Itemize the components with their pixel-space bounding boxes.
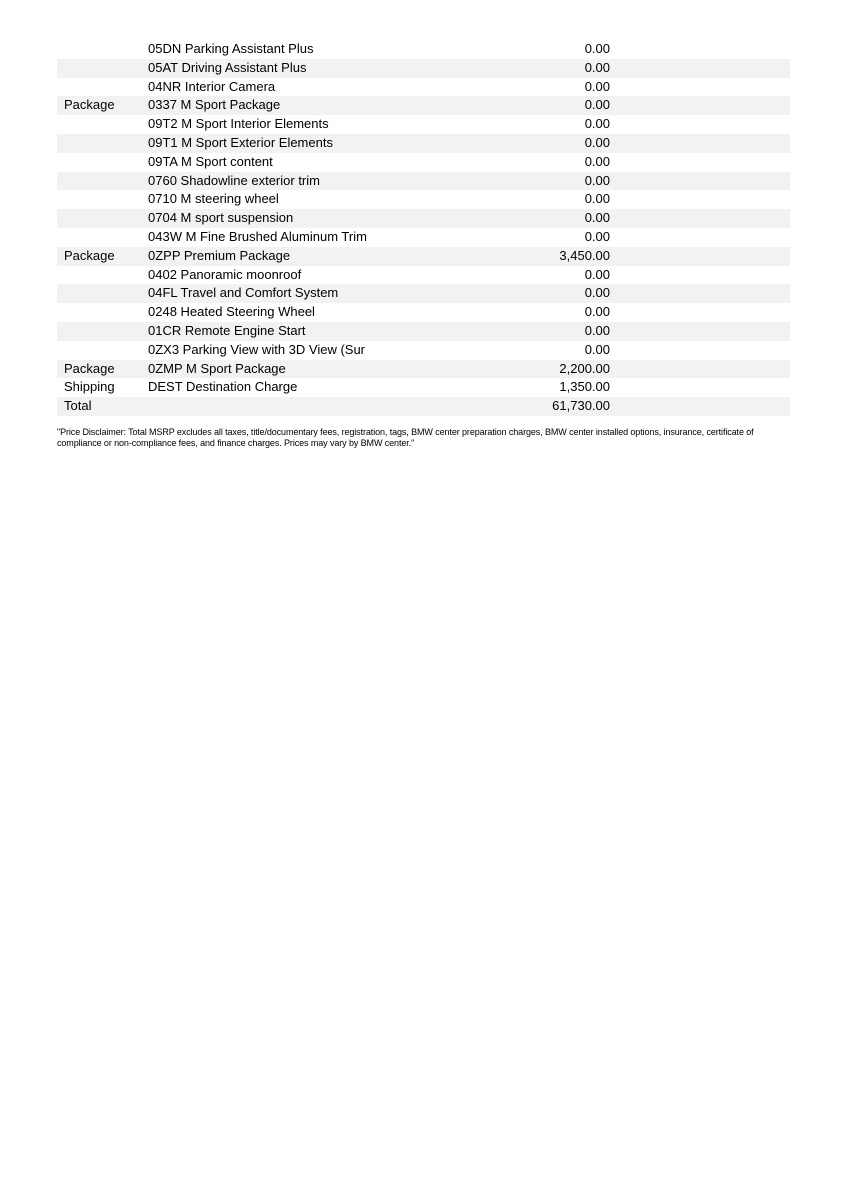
cell-item: 09TA M Sport content bbox=[148, 153, 273, 169]
cell-spacer bbox=[610, 209, 790, 228]
table-row bbox=[57, 134, 790, 153]
price-disclaimer: "Price Disclaimer: Total MSRP excludes all taxes, title/documentary fees, registration, tags, BMW center preparation charges, BMW center installed options, insurance, certificate of compliance or non-compliance fees, and finance charges. Prices may vary by BMW center." bbox=[57, 427, 754, 448]
table-row bbox=[57, 153, 790, 172]
table-row bbox=[57, 284, 790, 303]
cell-category bbox=[57, 190, 148, 209]
table-row bbox=[57, 96, 790, 115]
cell-item: 0704 M sport suspension bbox=[148, 210, 294, 226]
cell-item: 0760 Shadowline exterior trim bbox=[148, 172, 320, 188]
cell-category bbox=[57, 172, 148, 191]
cell-spacer bbox=[610, 360, 790, 379]
cell-spacer bbox=[610, 341, 790, 360]
table-row bbox=[57, 341, 790, 360]
table-row bbox=[57, 59, 790, 78]
cell-item: 0ZMP M Sport Package bbox=[148, 360, 286, 376]
cell-item: 043W M Fine Brushed Aluminum Trim bbox=[148, 228, 367, 244]
cell-item: 05DN Parking Assistant Plus bbox=[148, 41, 314, 56]
cell-spacer bbox=[610, 247, 790, 266]
cell-spacer bbox=[610, 303, 790, 322]
cell-price: 0.00 bbox=[584, 41, 610, 56]
cell-spacer bbox=[610, 96, 790, 115]
cell-price: 0.00 bbox=[584, 153, 610, 169]
cell-price: 0.00 bbox=[584, 78, 610, 94]
cell-category bbox=[57, 284, 148, 303]
cell-item: 09T1 M Sport Exterior Elements bbox=[148, 134, 333, 150]
cell-category bbox=[57, 266, 148, 285]
cell-price: 3,450.00 bbox=[559, 247, 610, 263]
table-row bbox=[57, 247, 790, 266]
cell-category bbox=[57, 59, 148, 78]
table-row bbox=[57, 209, 790, 228]
table-row bbox=[57, 397, 790, 416]
cell-category bbox=[57, 78, 148, 97]
cell-price: 0.00 bbox=[584, 228, 610, 244]
cell-item: 01CR Remote Engine Start bbox=[148, 322, 306, 338]
table-row bbox=[57, 322, 790, 341]
pricing-table bbox=[57, 40, 790, 416]
cell-spacer bbox=[610, 134, 790, 153]
cell-item: 0ZPP Premium Package bbox=[148, 247, 291, 263]
cell-spacer bbox=[610, 59, 790, 78]
cell-category: Total bbox=[64, 398, 92, 414]
cell-price: 0.00 bbox=[584, 116, 610, 132]
cell-price: 0.00 bbox=[584, 210, 610, 226]
cell-spacer bbox=[610, 190, 790, 209]
cell-category bbox=[57, 153, 148, 172]
table-row bbox=[57, 190, 790, 209]
cell-price: 1,350.00 bbox=[559, 379, 610, 395]
table-row bbox=[57, 115, 790, 134]
cell-item: 0248 Heated Steering Wheel bbox=[148, 304, 315, 320]
cell-item bbox=[148, 397, 490, 416]
cell-spacer bbox=[610, 266, 790, 285]
cell-category bbox=[57, 228, 148, 247]
table-row bbox=[57, 172, 790, 191]
table-row bbox=[57, 303, 790, 322]
cell-item: 09T2 M Sport Interior Elements bbox=[148, 116, 329, 132]
cell-spacer bbox=[610, 40, 790, 59]
cell-item: DEST Destination Charge bbox=[148, 379, 298, 395]
cell-category: Package bbox=[64, 247, 115, 263]
cell-item: 05AT Driving Assistant Plus bbox=[148, 59, 307, 75]
cell-spacer bbox=[610, 78, 790, 97]
cell-price: 0.00 bbox=[584, 172, 610, 188]
cell-price: 0.00 bbox=[584, 322, 610, 338]
table-row bbox=[57, 266, 790, 285]
cell-category: Package bbox=[64, 97, 115, 113]
cell-category bbox=[57, 40, 148, 59]
cell-spacer bbox=[610, 172, 790, 191]
table-row bbox=[57, 228, 790, 247]
cell-price: 0.00 bbox=[584, 134, 610, 150]
cell-category bbox=[57, 341, 148, 360]
cell-price: 0.00 bbox=[584, 191, 610, 207]
cell-spacer bbox=[610, 115, 790, 134]
cell-item: 04FL Travel and Comfort System bbox=[148, 285, 339, 301]
cell-category bbox=[57, 322, 148, 341]
table-row bbox=[57, 40, 790, 59]
cell-price: 0.00 bbox=[584, 97, 610, 113]
cell-price: 0.00 bbox=[584, 285, 610, 301]
cell-category: Package bbox=[64, 360, 115, 376]
cell-spacer bbox=[610, 322, 790, 341]
cell-category bbox=[57, 115, 148, 134]
cell-spacer bbox=[610, 378, 790, 397]
cell-price: 61,730.00 bbox=[552, 398, 610, 414]
cell-item: 0402 Panoramic moonroof bbox=[148, 266, 302, 282]
table-row bbox=[57, 378, 790, 397]
cell-price: 2,200.00 bbox=[559, 360, 610, 376]
cell-item: 0710 M steering wheel bbox=[148, 191, 279, 207]
table-row bbox=[57, 360, 790, 379]
cell-price: 0.00 bbox=[584, 341, 610, 357]
cell-price: 0.00 bbox=[584, 304, 610, 320]
cell-category bbox=[57, 303, 148, 322]
cell-item: 0ZX3 Parking View with 3D View (Sur bbox=[148, 341, 366, 357]
cell-spacer bbox=[610, 284, 790, 303]
cell-category bbox=[57, 209, 148, 228]
cell-price: 0.00 bbox=[584, 266, 610, 282]
cell-category bbox=[57, 134, 148, 153]
table-row bbox=[57, 78, 790, 97]
cell-item: 0337 M Sport Package bbox=[148, 97, 281, 113]
cell-category: Shipping bbox=[64, 379, 115, 395]
cell-spacer bbox=[610, 397, 790, 416]
cell-item: 04NR Interior Camera bbox=[148, 78, 276, 94]
cell-price: 0.00 bbox=[584, 59, 610, 75]
cell-spacer bbox=[610, 153, 790, 172]
cell-spacer bbox=[610, 228, 790, 247]
